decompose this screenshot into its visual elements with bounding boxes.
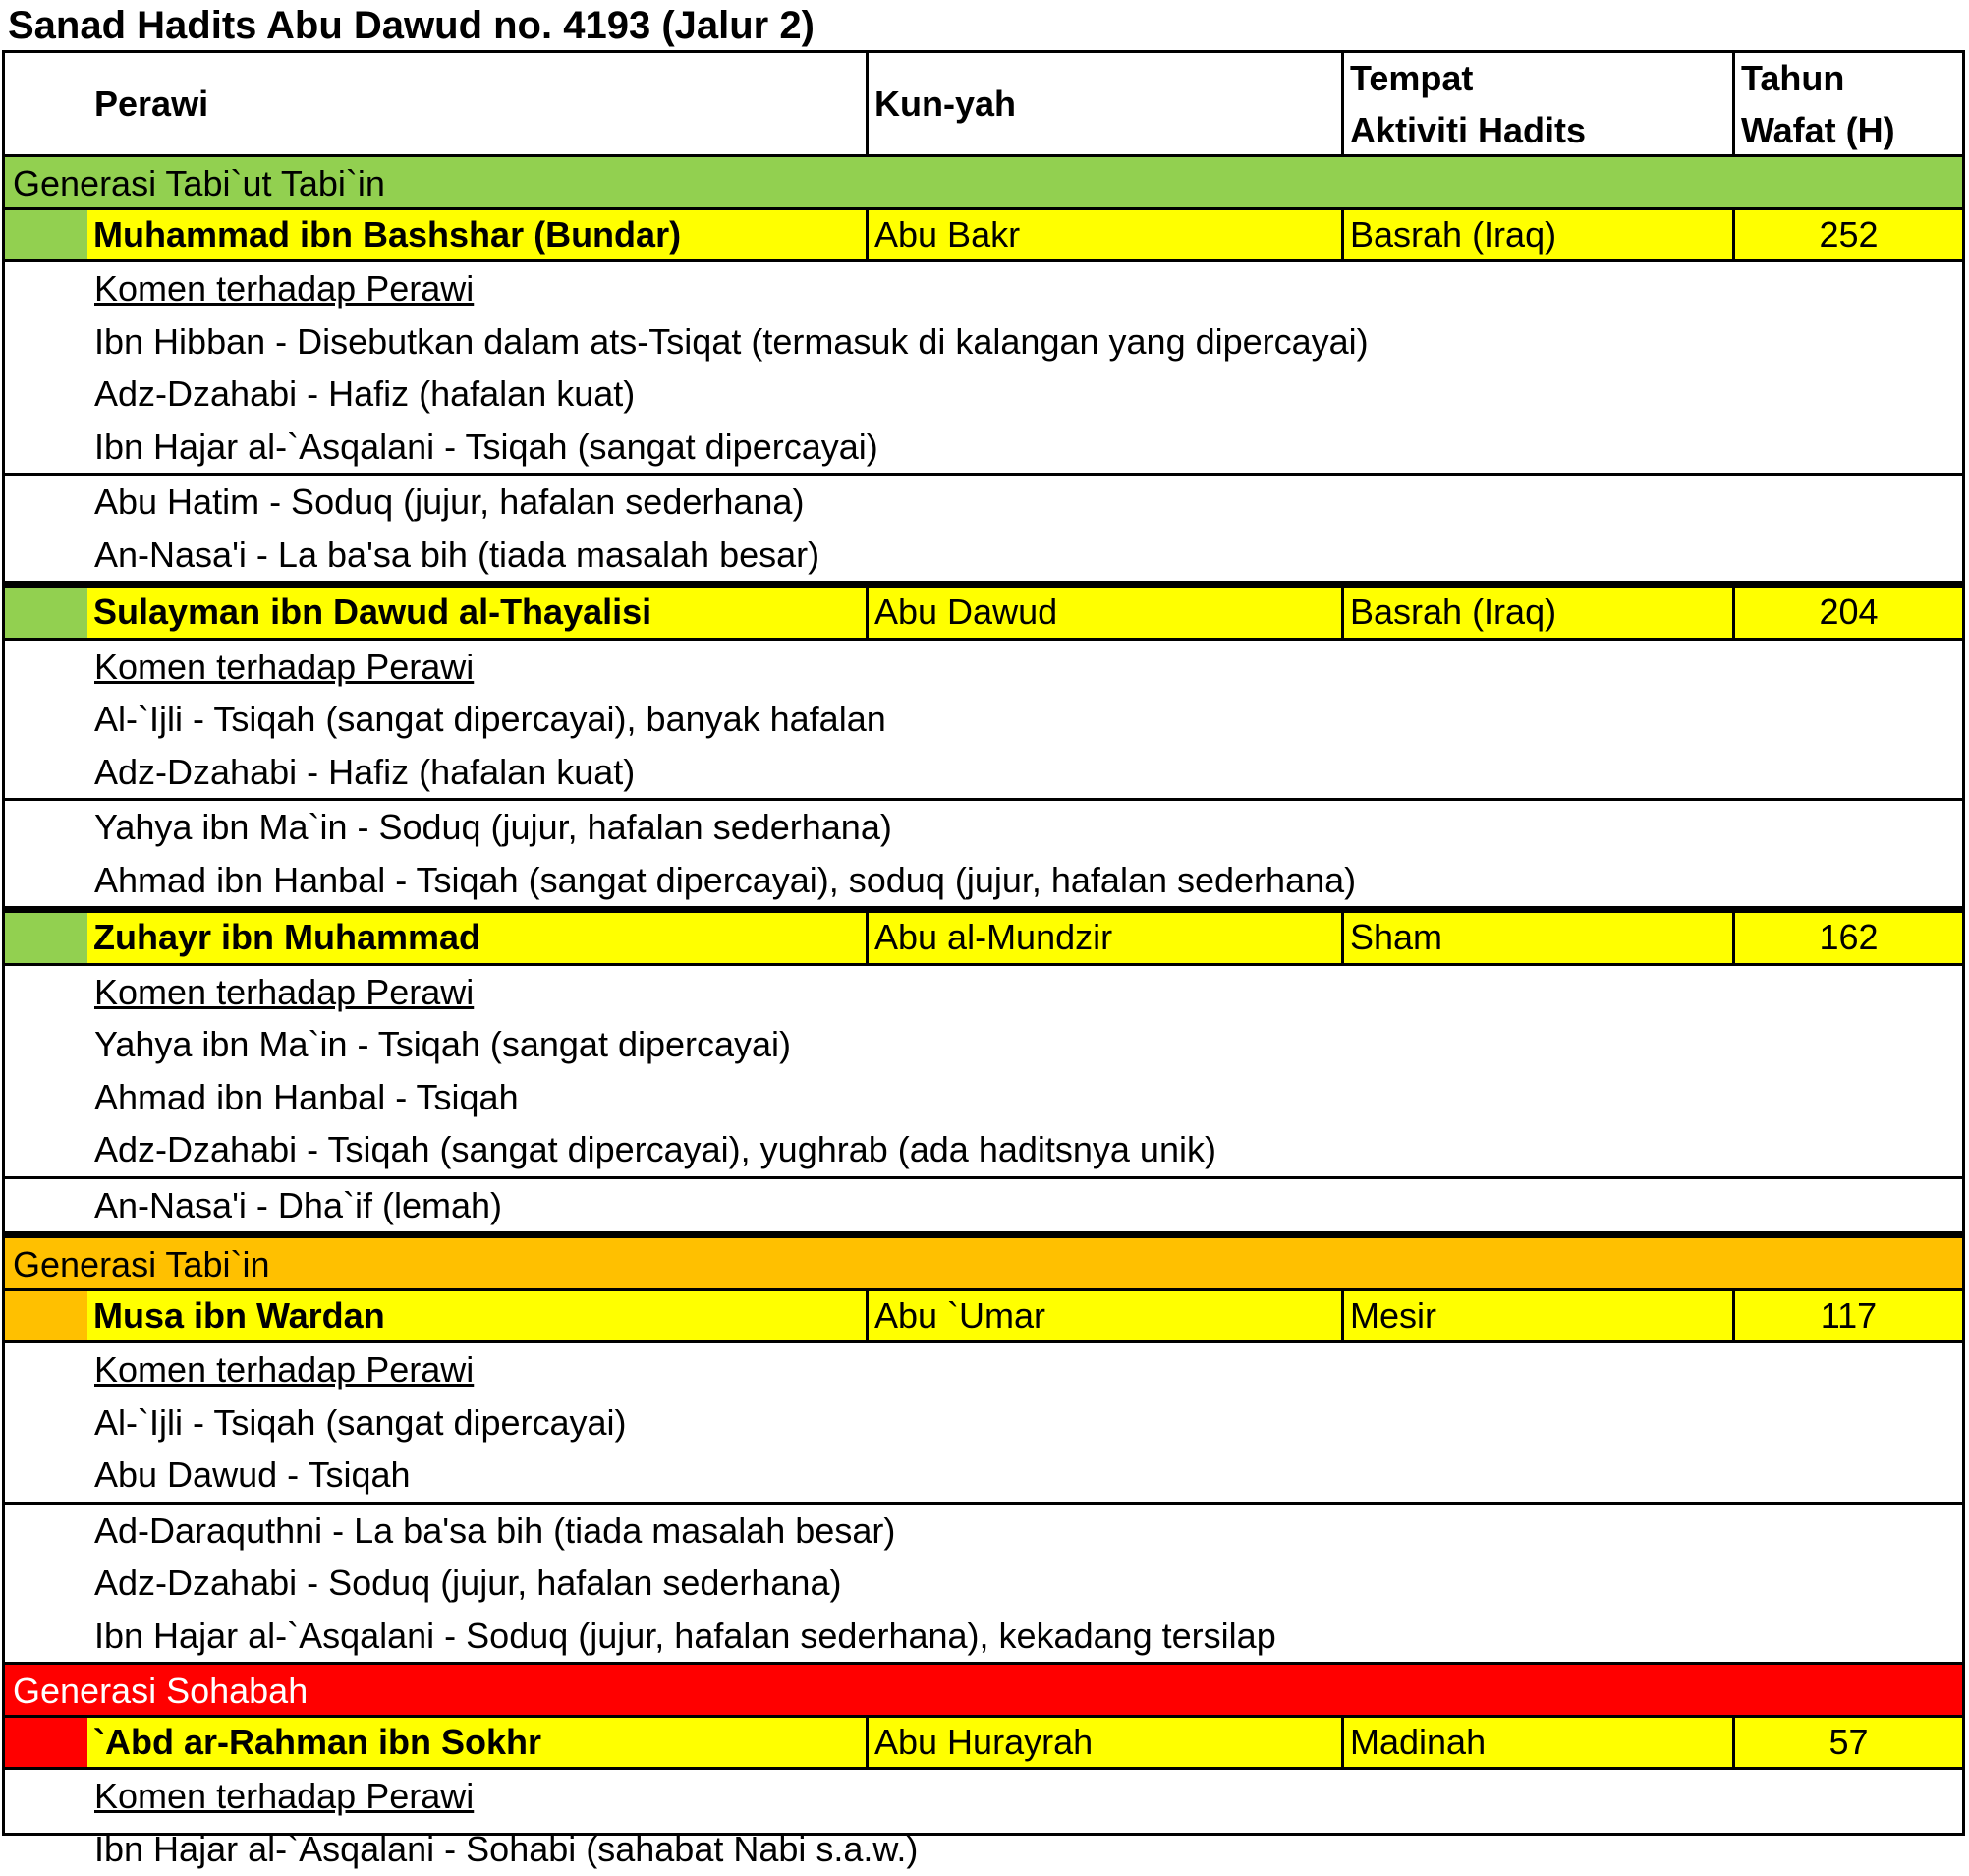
narrator-death-year: 57 bbox=[1735, 1718, 1962, 1768]
comment-group bbox=[5, 966, 1962, 1179]
narrator-row bbox=[5, 913, 1962, 966]
narrator-row bbox=[5, 210, 1962, 263]
comment-line: Al-`Ijli - Tsiqah (sangat dipercayai) bbox=[94, 1401, 627, 1443]
comment-heading: Komen terhadap Perawi bbox=[94, 971, 475, 1012]
narrator-row bbox=[5, 1291, 1962, 1344]
comment-line: Ibn Hibban - Disebutkan dalam ats-Tsiqat (termasuk di kalangan yang dipercayai) bbox=[94, 320, 1369, 362]
narrator-name: Sulayman ibn Dawud al-Thayalisi bbox=[87, 588, 869, 638]
narrator-kunyah: Abu Hurayrah bbox=[869, 1718, 1344, 1768]
comment-heading: Komen terhadap Perawi bbox=[94, 646, 475, 687]
comment-heading: Komen terhadap Perawi bbox=[94, 1349, 475, 1390]
narrator-death-year: 252 bbox=[1735, 210, 1962, 260]
sanad-table bbox=[2, 50, 1965, 1869]
comment-line: Adz-Dzahabi - Tsiqah (sangat dipercayai), yughrab (ada haditsnya unik) bbox=[94, 1129, 1216, 1169]
narrator-kunyah: Abu Bakr bbox=[869, 210, 1344, 260]
header-indent bbox=[5, 53, 87, 154]
comment-line: Adz-Dzahabi - Soduq (jujur, hafalan sederhana) bbox=[94, 1563, 842, 1603]
column-header-perawi: Perawi bbox=[87, 53, 869, 154]
comment-line: Ibn Hajar al-`Asqalani - Sohabi (sahabat Nabi s.a.w.) bbox=[94, 1828, 919, 1869]
generation-color-marker bbox=[5, 913, 87, 963]
comment-group bbox=[5, 1343, 1962, 1505]
generation-header: Generasi Tabi`in bbox=[5, 1238, 1962, 1291]
generation-color-marker bbox=[5, 1291, 87, 1341]
narrator-death-year: 162 bbox=[1735, 913, 1962, 963]
narrator-name: `Abd ar-Rahman ibn Sokhr bbox=[87, 1718, 869, 1768]
comment-group bbox=[5, 1770, 1962, 1875]
comment-line: Ahmad ibn Hanbal - Tsiqah (sangat dipercayai), soduq (jujur, hafalan sederhana) bbox=[94, 859, 1357, 900]
comment-group bbox=[5, 1179, 1962, 1239]
narrator-name: Musa ibn Wardan bbox=[87, 1291, 869, 1341]
column-header-tempat: Tempat Aktiviti Hadits bbox=[1344, 53, 1735, 154]
comment-line: Al-`Ijli - Tsiqah (sangat dipercayai), banyak hafalan bbox=[94, 699, 886, 739]
comment-line: Ibn Hajar al-`Asqalani - Tsiqah (sangat dipercayai) bbox=[94, 426, 878, 467]
narrator-kunyah: Abu al-Mundzir bbox=[869, 913, 1344, 963]
generation-header: Generasi Tabi`ut Tabi`in bbox=[5, 157, 1962, 210]
comment-line: Ahmad ibn Hanbal - Tsiqah bbox=[94, 1076, 519, 1117]
comment-line: Adz-Dzahabi - Hafiz (hafalan kuat) bbox=[94, 751, 636, 792]
comment-line: An-Nasa'i - La ba'sa bih (tiada masalah besar) bbox=[94, 534, 820, 575]
comment-group bbox=[5, 476, 1962, 588]
comment-group bbox=[5, 801, 1962, 913]
narrator-place: Basrah (Iraq) bbox=[1344, 210, 1735, 260]
narrator-place: Madinah bbox=[1344, 1718, 1735, 1768]
comment-line: An-Nasa'i - Dha`if (lemah) bbox=[94, 1184, 502, 1225]
narrator-death-year: 117 bbox=[1735, 1291, 1962, 1341]
comment-line: Yahya ibn Ma`in - Soduq (jujur, hafalan sederhana) bbox=[94, 807, 892, 847]
narrator-row bbox=[5, 1718, 1962, 1771]
column-header-tahun: Tahun Wafat (H) bbox=[1741, 57, 1895, 150]
comment-heading: Komen terhadap Perawi bbox=[94, 268, 475, 309]
page-title: Sanad Hadits Abu Dawud no. 4193 (Jalur 2) bbox=[8, 4, 815, 47]
comment-line: Ad-Daraquthni - La ba'sa bih (tiada masalah besar) bbox=[94, 1509, 896, 1551]
comment-line: Abu Dawud - Tsiqah bbox=[94, 1454, 411, 1495]
narrator-place: Basrah (Iraq) bbox=[1344, 588, 1735, 638]
narrator-name: Muhammad ibn Bashshar (Bundar) bbox=[87, 210, 869, 260]
narrator-kunyah: Abu `Umar bbox=[869, 1291, 1344, 1341]
generation-color-marker bbox=[5, 588, 87, 638]
comment-group bbox=[5, 641, 1962, 802]
narrator-place: Sham bbox=[1344, 913, 1735, 963]
table-header bbox=[5, 53, 1962, 157]
comment-group bbox=[5, 262, 1962, 476]
generation-color-marker bbox=[5, 210, 87, 260]
narrator-place: Mesir bbox=[1344, 1291, 1735, 1341]
narrator-kunyah: Abu Dawud bbox=[869, 588, 1344, 638]
comment-line: Adz-Dzahabi - Hafiz (hafalan kuat) bbox=[94, 373, 636, 414]
comment-line: Abu Hatim - Soduq (jujur, hafalan sederhana) bbox=[94, 482, 805, 522]
generation-color-marker bbox=[5, 1718, 87, 1768]
narrator-row bbox=[5, 588, 1962, 641]
generation-header: Generasi Sohabah bbox=[5, 1665, 1962, 1718]
comment-line: Yahya ibn Ma`in - Tsiqah (sangat dipercayai) bbox=[94, 1024, 792, 1064]
comment-line: Ibn Hajar al-`Asqalani - Soduq (jujur, hafalan sederhana), kekadang tersilap bbox=[94, 1615, 1276, 1656]
narrator-death-year: 204 bbox=[1735, 588, 1962, 638]
comment-group bbox=[5, 1505, 1962, 1666]
narrator-name: Zuhayr ibn Muhammad bbox=[87, 913, 869, 963]
column-header-kunyah: Kun-yah bbox=[869, 53, 1344, 154]
comment-heading: Komen terhadap Perawi bbox=[94, 1776, 475, 1816]
